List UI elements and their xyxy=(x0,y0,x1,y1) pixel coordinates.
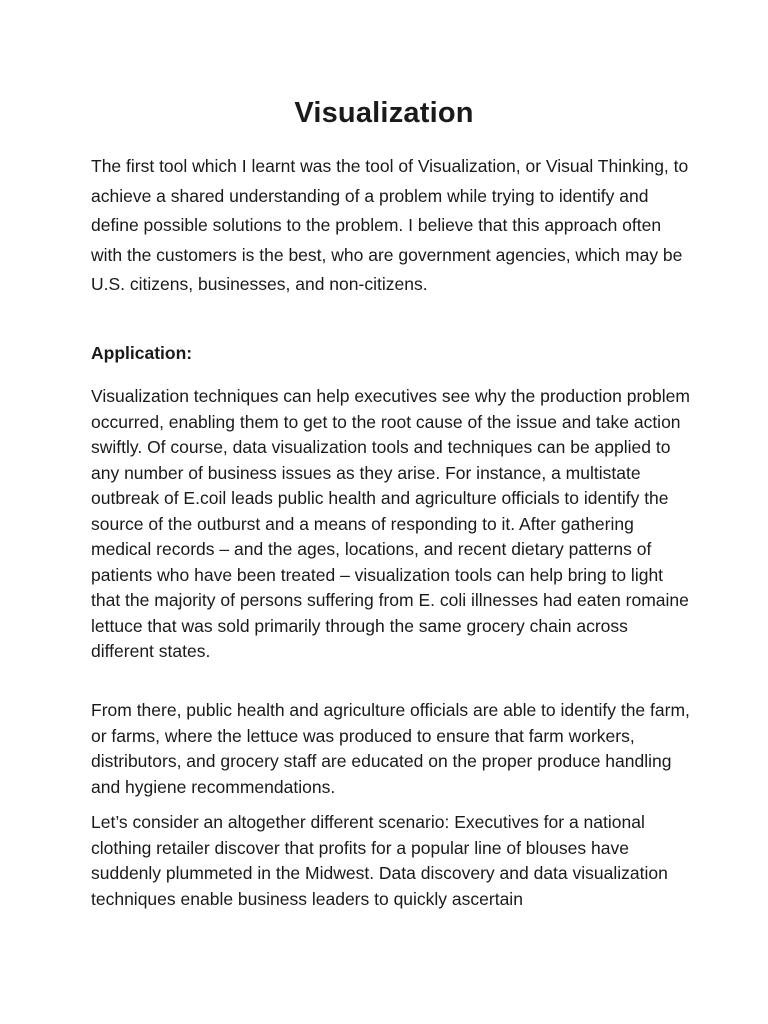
scenario-paragraph: Let’s consider an altogether different scenario: Executives for a national clothing retailer discover that profits for a popular line of blouses have suddenly plummeted in the Midwest. Data discovery and data visualization techniques enable business leaders to quickly ascertain xyxy=(91,812,668,909)
application-paragraph: Visualization techniques can help executives see why the production problem occurred, enabling them to get to the root cause of the issue and take action swiftly. Of course, data visualization tools and techniques can be applied to any number of business issues as they arise. For instance, a multistate outbreak of E.coil leads public health and agriculture officials to identify the source of the outburst and a means of responding to it. After gathering medical records – and the ages, locations, and recent dietary patterns of patients who have been treated – visualization tools can help bring to light that the majority of persons suffering from E. coli illnesses had eaten romaine lettuce that was sold primarily through the same grocery chain across different states. xyxy=(91,386,690,661)
document-title: Visualization xyxy=(294,97,474,129)
application-heading: Application: xyxy=(91,343,193,363)
from-there-paragraph: From there, public health and agriculture officials are able to identify the farm, or farms, where the lettuce was produced to ensure that farm workers, distributors, and grocery staff are educated on the proper produce handling and hygiene recommendations. xyxy=(91,700,690,797)
intro-paragraph: The first tool which I learnt was the tool of Visualization, or Visual Thinking, to achieve a shared understanding of a problem while trying to identify and define possible solutions to the problem. I believe that this approach often with the customers is the best, who are government agencies, which may be U.S. citizens, businesses, and non-citizens. xyxy=(91,156,689,294)
